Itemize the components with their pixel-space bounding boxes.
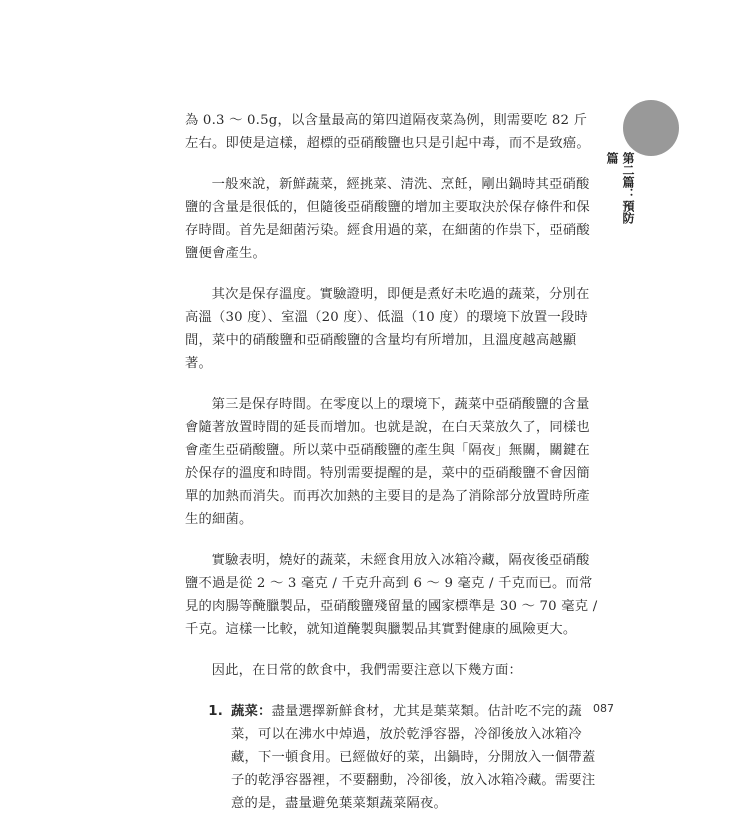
- paragraph: 為 0.3 ～ 0.5g，以含量最高的第四道隔夜菜為例，則需要吃 82 斤左右。即使是這樣，超標的亞硝酸鹽也只是引起中毒，而不是致癌。: [185, 113, 590, 151]
- chapter-tab-circle: [623, 100, 679, 156]
- paragraph: 其次是保存溫度。實驗證明，即便是煮好未吃過的蔬菜，分別在高溫（30 度）、室溫（20 度）、低溫（10 度）的環境下放置一段時間，菜中的硝酸鹽和亞硝酸鹽的含量均有所增加，且溫度越高越顯著。: [185, 287, 590, 371]
- paragraph: 因此，在日常的飲食中，我們需要注意以下幾方面：: [211, 663, 523, 678]
- paragraph: 實驗表明，燒好的蔬菜，未經食用放入冰箱冷藏，隔夜後亞硝酸鹽不過是從 2 ～ 3 毫克 / 千克升高到 6 ～ 9 毫克 / 千克而已。而常見的肉腸等醃臘製品，亞硝酸鹽殘留量的國家標準是 30 ～ 70 毫克 / 千克。這樣一比較，就知道醃製與臘製品其實對健康的風險更大。: [185, 553, 598, 637]
- list-item-text: 盡量選擇新鮮食材，尤其是葉菜類。估計吃不完的蔬菜，可以在沸水中焯過，放於乾淨容器，冷卻後放入冰箱冷藏，下一頓食用。已經做好的菜，出鍋時，分開放入一個帶蓋子的乾淨容器裡，不要翻動，冷卻後，放入冰箱冷藏。需要注意的是，盡量避免葉菜類蔬菜隔夜。: [231, 704, 596, 811]
- body-text: [185, 109, 600, 815]
- chapter-tab-label: 第二篇：預防篇: [605, 152, 635, 224]
- paragraph: 一般來說，新鮮蔬菜，經挑菜、清洗、烹飪，剛出鍋時其亞硝酸鹽的含量是很低的，但隨後亞硝酸鹽的增加主要取決於保存條件和保存時間。首先是細菌污染。經食用過的菜，在細菌的作祟下，亞硝酸鹽便會產生。: [185, 177, 590, 261]
- list-item-number: 1.: [208, 704, 223, 719]
- list-item-term: 蔬菜：: [231, 704, 272, 719]
- list-item-body: [231, 700, 600, 815]
- page-number: 087: [593, 702, 614, 715]
- list-item: [185, 700, 600, 815]
- paragraph: 第三是保存時間。在零度以上的環境下，蔬菜中亞硝酸鹽的含量會隨著放置時間的延長而增加。也就是說，在白天菜放久了，同樣也會產生亞硝酸鹽。所以菜中亞硝酸鹽的產生與「隔夜」無關，關鍵在於保存的溫度和時間。特別需要提醒的是，菜中的亞硝酸鹽不會因簡單的加熱而消失。而再次加熱的主要目的是為了消除部分放置時所產生的細菌。: [185, 397, 590, 527]
